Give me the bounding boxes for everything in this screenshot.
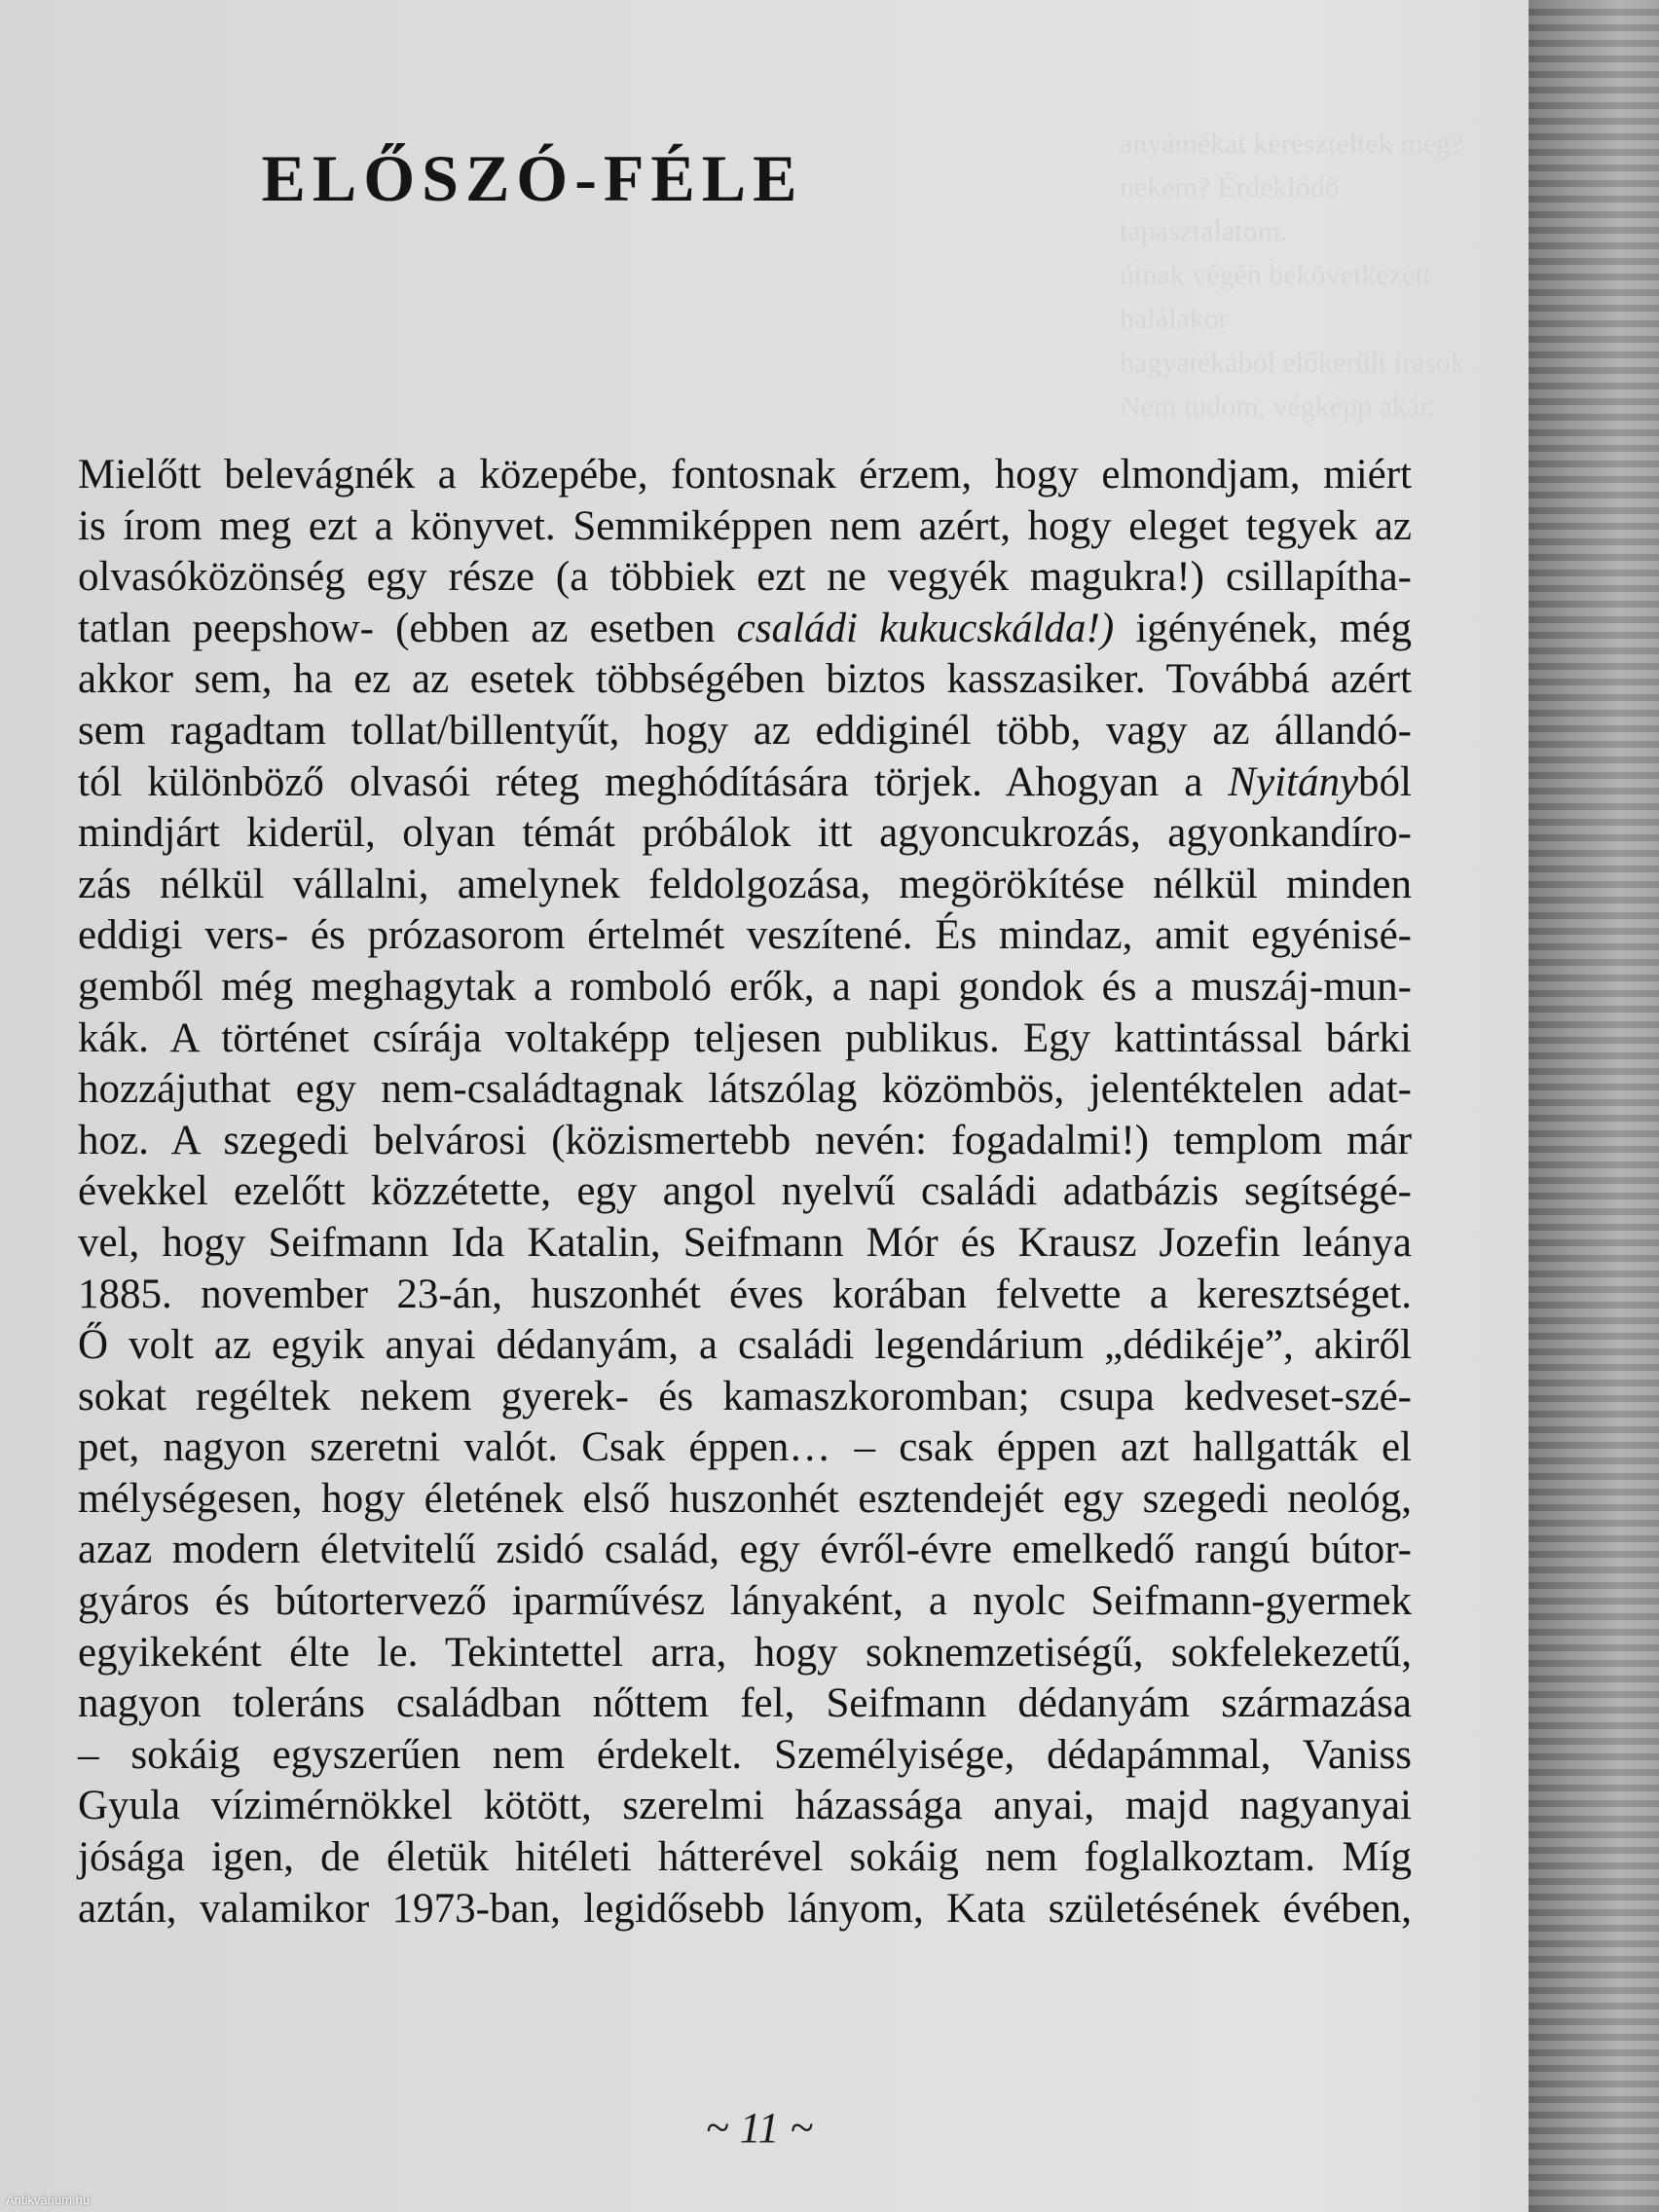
- show-through-text: [1120, 122, 1509, 428]
- text-line: sokat regéltek nekem gyerek- és kamaszkoromban; csupa kedveset-szé-: [78, 1373, 1412, 1419]
- text-line: – sokáig egyszerűen nem érdekelt. Személyisége, dédapámmal, Vaniss: [78, 1731, 1412, 1778]
- text-line: gyáros és bútortervező iparművész lányaként, a nyolc Seifmann-gyermek: [78, 1578, 1412, 1625]
- book-binding: [1529, 0, 1659, 2212]
- text-segment: igényének, még: [1114, 605, 1412, 651]
- text-line: mindjárt kiderül, olyan témát próbálok itt agyoncukrozás, agyonkandíro-: [78, 810, 1412, 857]
- text-line: olvasóközönség egy része (a többiek ezt ne vegyék magukra!) csillapítha-: [78, 554, 1412, 601]
- show-through-line: útnak végén bekövetkezett halálakor: [1120, 259, 1431, 335]
- text-line: zás nélkül vállalni, amelynek feldolgozása, megörökítése nélkül minden: [78, 861, 1412, 907]
- text-line: Mielőtt belevágnék a közepébe, fontosnak érzem, hogy elmondjam, miért: [78, 452, 1412, 498]
- text-line: sem ragadtam tollat/billentyűt, hogy az eddiginél több, vagy az állandó-: [78, 707, 1412, 754]
- text-segment: tól különböző olvasói réteg meghódítására törjek. Ahogyan a: [78, 758, 1229, 805]
- text-line: akkor sem, ha ez az esetek többségében biztos kasszasiker. Továbbá azért: [78, 656, 1412, 703]
- text-segment: ból: [1358, 758, 1412, 805]
- text-line: Ő volt az egyik anyai dédanyám, a családi legendárium „dédikéje”, akiről: [78, 1322, 1412, 1369]
- italic-text: Nyitány: [1228, 758, 1359, 805]
- page-title: ELŐSZÓ-FÉLE: [261, 140, 804, 215]
- text-segment: tatlan peepshow- (ebben az esetben: [78, 605, 737, 651]
- text-line: évekkel ezelőtt közzétette, egy angol nyelvű családi adatbázis segítségé-: [78, 1168, 1412, 1215]
- show-through-line: Nem tudom, végképp akár.: [1120, 390, 1436, 423]
- show-through-line: hagyatékából előkerült írások: [1120, 347, 1465, 379]
- text-line: gemből még meghagytak a romboló erők, a napi gondok és a muszáj-mun-: [78, 963, 1412, 1010]
- text-line: 1885. november 23-án, huszonhét éves korában felvette a keresztséget.: [78, 1271, 1412, 1317]
- text-line: jósága igen, de életük hitéleti hátterével sokáig nem foglalkoztam. Míg: [78, 1834, 1412, 1881]
- watermark: Antikvárium.hu: [6, 2193, 90, 2207]
- text-line: is írom meg ezt a könyvet. Semmiképpen nem azért, hogy eleget tegyek az: [78, 502, 1412, 549]
- text-line: egyikeként élte le. Tekintettel arra, hogy soknemzetiségű, sokfelekezetű,: [78, 1629, 1412, 1676]
- text-line: kák. A történet csírája voltaképp teljesen publikus. Egy kattintással bárki: [78, 1014, 1412, 1061]
- text-line: Gyula vízimérnökkel kötött, szerelmi házassága anyai, majd nagyanyai: [78, 1783, 1412, 1829]
- text-line: vel, hogy Seifmann Ida Katalin, Seifmann Mór és Krausz Jozefin leánya: [78, 1219, 1412, 1266]
- body-text: [78, 450, 1412, 1935]
- text-line: eddigi vers- és prózasorom értelmét veszítené. És mindaz, amit egyénisé-: [78, 912, 1412, 959]
- show-through-line: nekem? Érdeklődő tapasztalatom.: [1120, 171, 1340, 247]
- text-line: nagyon toleráns családban nőttem fel, Seifmann dédanyám származása: [78, 1680, 1412, 1727]
- text-line: mélységesen, hogy életének első huszonhét esztendejét egy szegedi neológ,: [78, 1475, 1412, 1522]
- show-through-line: anyámékat kereszteltek meg?: [1120, 128, 1464, 160]
- page-number: ~ 11 ~: [705, 2104, 814, 2152]
- text-line: hoz. A szegedi belvárosi (közismertebb nevén: fogadalmi!) templom már: [78, 1117, 1412, 1163]
- italic-text: családi kukucskálda!): [736, 605, 1115, 651]
- text-line: azaz modern életvitelű zsidó család, egy évről-évre emelkedő rangú bútor-: [78, 1527, 1412, 1573]
- text-line: pet, nagyon szeretni valót. Csak éppen… – csak éppen azt hallgatták el: [78, 1424, 1412, 1471]
- text-line: [78, 604, 1412, 655]
- text-line: [78, 757, 1412, 809]
- text-line: hozzájuthat egy nem-családtagnak látszólag közömbös, jelentéktelen adat-: [78, 1066, 1412, 1113]
- text-line: aztán, valamikor 1973-ban, legidősebb lányom, Kata születésének évében,: [78, 1885, 1412, 1932]
